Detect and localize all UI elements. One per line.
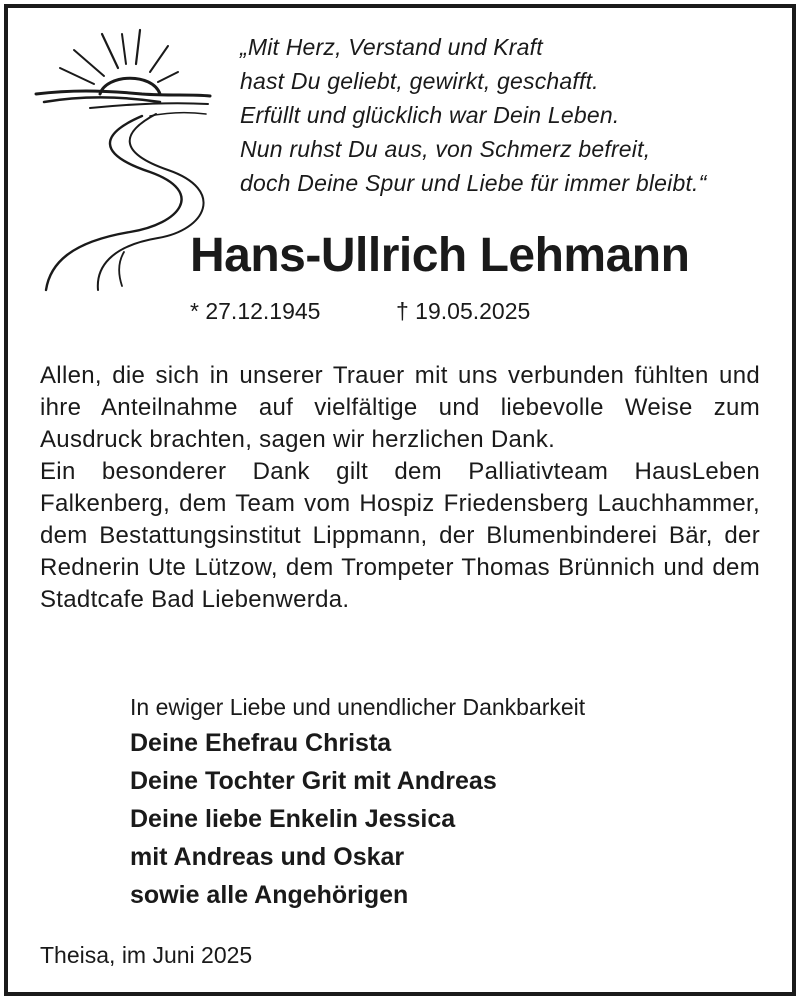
thanks-paragraph: Allen, die sich in unserer Trauer mit uns verbunden fühlten und ihre Anteilnahme auf vielfältige und liebevolle Weise zum Ausdruck brachten, sagen wir herzlichen Dank. bbox=[40, 362, 760, 453]
closing-intro: In ewiger Liebe und unendlicher Dankbarkeit bbox=[130, 694, 586, 720]
poem bbox=[240, 30, 760, 200]
signer-line: Deine liebe Enkelin Jessica bbox=[130, 805, 456, 833]
closing-block bbox=[130, 690, 750, 914]
deceased-name: Hans-Ullrich Lehmann bbox=[190, 229, 690, 282]
signer-line: Deine Tochter Grit mit Andreas bbox=[130, 767, 497, 795]
poem-line: hast Du geliebt, gewirkt, geschafft. bbox=[240, 68, 599, 94]
death-date: † 19.05.2025 bbox=[396, 298, 531, 324]
signer-line: mit Andreas und Oskar bbox=[130, 843, 405, 871]
poem-line: Erfüllt und glücklich war Dein Leben. bbox=[240, 102, 620, 128]
poem-line: doch Deine Spur und Liebe für immer bleibt.“ bbox=[240, 170, 707, 196]
poem-line: Nun ruhst Du aus, von Schmerz befreit, bbox=[240, 136, 651, 162]
signer-line: Deine Ehefrau Christa bbox=[130, 729, 392, 757]
birth-date: * 27.12.1945 bbox=[190, 298, 321, 324]
thanks-text bbox=[40, 360, 760, 616]
signer-line: sowie alle Angehörigen bbox=[130, 881, 409, 909]
special-thanks-paragraph: Ein besonderer Dank gilt dem Palliativteam HausLeben Falkenberg, dem Team vom Hospiz Friedensberg Lauchhammer, dem Bestattungsinstitut Lippmann, der Blumenbinderei Bär, der Rednerin Ute Lützow, dem Trompeter Thomas Brünnich und dem Stadtcafe Bad Liebenwerda. bbox=[40, 458, 760, 613]
place-date: Theisa, im Juni 2025 bbox=[40, 942, 253, 968]
poem-line: „Mit Herz, Verstand und Kraft bbox=[240, 34, 543, 60]
